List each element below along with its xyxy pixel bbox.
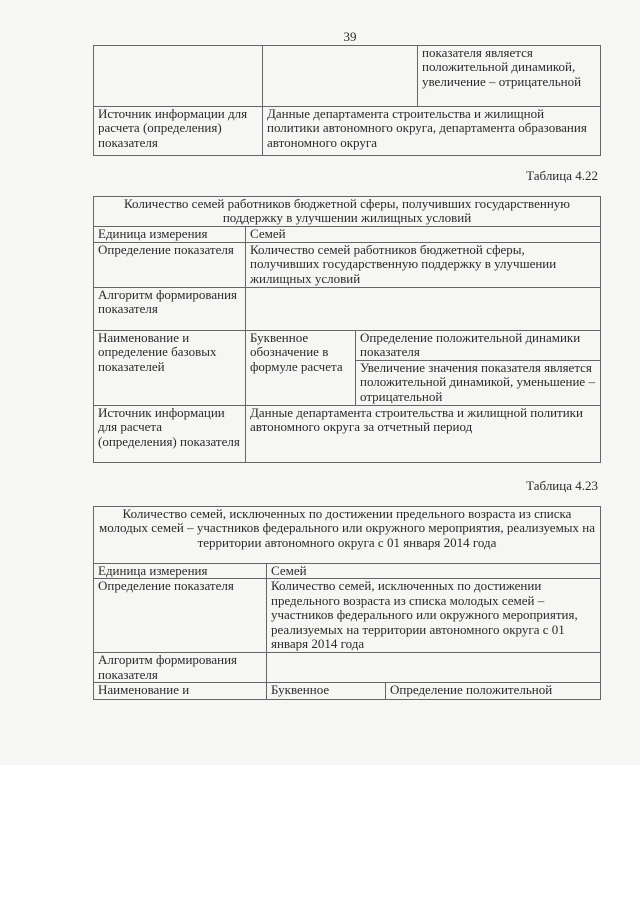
table-title: Количество семей работников бюджетной сферы, получивших государственную поддержку в улучшении жилищных условий	[94, 197, 601, 227]
algorithm-value	[246, 288, 601, 331]
dynamics-value: Увеличение значения показателя является положительной динамикой, уменьшение – отрицательной	[356, 360, 601, 405]
source-value: Данные департамента строительства и жилищной политики автономного округа за отчетный период	[246, 405, 601, 462]
table-caption-4-22: Таблица 4.22	[526, 168, 598, 183]
definition-label: Определение показателя	[94, 579, 267, 653]
algorithm-label: Алгоритм формирования показателя	[94, 288, 246, 331]
definition-label: Определение показателя	[94, 243, 246, 288]
source-label: Источник информации для расчета (определения) показателя	[94, 107, 263, 156]
table-caption-4-23: Таблица 4.23	[526, 478, 598, 493]
page-number: 39	[343, 29, 357, 44]
letter-designation-label: Буквенное	[267, 683, 386, 700]
definition-value: Количество семей, исключенных по достижении предельного возраста из списка молодых семей – участников федерального или окружного мероприятия, реализуемых на территории автономного округа с 01 января 2014 года	[267, 579, 601, 653]
algorithm-label: Алгоритм формирования показателя	[94, 653, 267, 683]
unit-label: Единица измерения	[94, 564, 267, 579]
unit-value: Семей	[267, 564, 601, 579]
definition-value: Количество семей работников бюджетной сферы, получивших государственную поддержку в улучшении жилищных условий	[246, 243, 601, 288]
algorithm-value	[267, 653, 601, 683]
base-indicators-label: Наименование и определение базовых показателей	[94, 331, 246, 406]
dynamics-label: Определение положительной	[386, 683, 601, 700]
letter-designation-label: Буквенное обозначение в формуле расчета	[246, 331, 356, 406]
table-title: Количество семей, исключенных по достижении предельного возраста из списка молодых семей – участников федерального или окружного мероприятия, реализуемых на территории автономного округа с 01 января 2014 года	[94, 507, 601, 564]
base-indicators-label: Наименование и	[94, 683, 267, 700]
dynamics-label: Определение положительной динамики показателя	[356, 331, 601, 361]
unit-label: Единица измерения	[94, 227, 246, 243]
unit-value: Семей	[246, 227, 601, 243]
source-value: Данные департамента строительства и жилищной политики автономного округа, департамента образования автономного округа	[263, 107, 601, 156]
table-continued	[93, 45, 601, 156]
source-label: Источник информации для расчета (определения) показателя	[94, 405, 246, 462]
continued-cell: показателя является положительной динамикой, увеличение – отрицательной	[418, 46, 601, 107]
table-4-23	[93, 506, 601, 700]
table-4-22	[93, 196, 601, 463]
